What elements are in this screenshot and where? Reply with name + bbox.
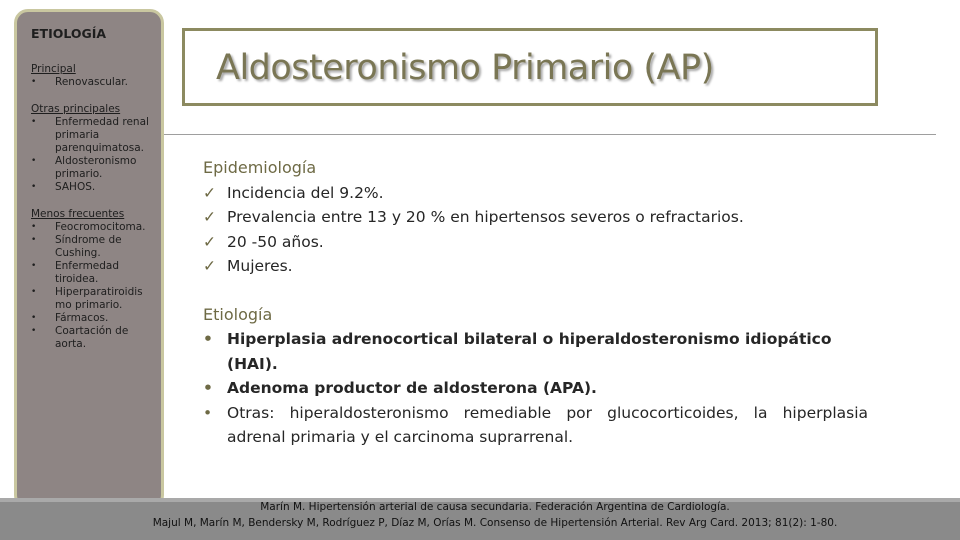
list-item: ✓ 20 -50 años. <box>203 230 868 255</box>
bullet-icon: • <box>31 313 37 323</box>
reference-1: Marín M. Hipertensión arterial de causa secundaria. Federación Argentina de Cardiología. <box>260 501 730 513</box>
bullet-icon: • <box>31 235 37 245</box>
list-item: • Renovascular. <box>31 76 128 88</box>
list-item: • Coartación de aorta. <box>31 325 129 350</box>
footer-references <box>0 499 960 531</box>
bullet-icon: • <box>31 77 37 87</box>
list-item: • Feocromocitoma. <box>31 221 146 233</box>
etiology-sidebar <box>14 9 164 509</box>
bullet-icon: • <box>203 379 213 397</box>
etiology-list <box>203 327 868 450</box>
bullet-icon: • <box>31 261 37 271</box>
bullet-icon: • <box>203 403 213 422</box>
list-item: • Otras: hiperaldosteronismo remediable por glucocorticoides, la hiperplasia adrenal primaria y el carcinoma suprarrenal. <box>203 401 868 450</box>
bullet-icon: • <box>31 117 37 127</box>
divider <box>164 134 936 135</box>
sidebar-heading-otras: Otras principales <box>31 103 121 115</box>
bullet-icon: • <box>31 156 37 166</box>
list-item: • Hiperplasia adrenocortical bilateral o hiperaldosteronismo idiopático (HAI). <box>203 327 868 376</box>
checkmark-icon: ✓ <box>203 257 216 275</box>
list-item: ✓ Incidencia del 9.2%. <box>203 181 868 206</box>
list-item: ✓ Mujeres. <box>203 254 868 279</box>
sidebar-heading-principal: Principal <box>31 63 76 75</box>
list-item: ✓ Prevalencia entre 13 y 20 % en hipertensos severos o refractarios. <box>203 205 868 230</box>
sidebar-list-otras <box>31 116 161 194</box>
list-item: • Fármacos. <box>31 312 109 324</box>
list-item: • Síndrome de Cushing. <box>31 234 122 259</box>
bullet-icon: • <box>31 222 37 232</box>
sidebar-list-principal <box>31 76 161 89</box>
checkmark-icon: ✓ <box>203 208 216 226</box>
list-item: • SAHOS. <box>31 181 96 193</box>
list-item: • Enfermedad tiroidea. <box>31 260 120 285</box>
main-content <box>203 156 868 450</box>
list-item: • Enfermedad renal primaria parenquimatosa. <box>31 116 149 154</box>
checkmark-icon: ✓ <box>203 232 216 251</box>
list-item: • Adenoma productor de aldosterona (APA). <box>203 376 868 401</box>
page-title: Aldosteronismo Primario (AP) <box>216 48 714 88</box>
bullet-icon: • <box>31 287 37 297</box>
bullet-icon: • <box>31 182 37 192</box>
reference-2: Majul M, Marín M, Bendersky M, Rodríguez P, Díaz M, Orías M. Consenso de Hipertensión Arterial. Rev Arg Card. 2013; 81(2): 1-80. <box>152 517 838 529</box>
sidebar-list-menos <box>31 221 161 351</box>
sidebar-title: ETIOLOGÍA <box>31 26 107 41</box>
checkmark-icon: ✓ <box>203 183 216 202</box>
sidebar-heading-menos: Menos frecuentes <box>31 208 125 220</box>
bullet-icon: • <box>31 326 37 336</box>
bullet-icon: • <box>203 330 213 348</box>
etiology-heading: Etiología <box>203 304 273 324</box>
list-item: • Aldosteronismo primario. <box>31 155 137 180</box>
epidemiology-heading: Epidemiología <box>203 158 317 177</box>
epidemiology-list <box>203 181 868 279</box>
list-item: • Hiperparatiroidis mo primario. <box>31 286 143 311</box>
